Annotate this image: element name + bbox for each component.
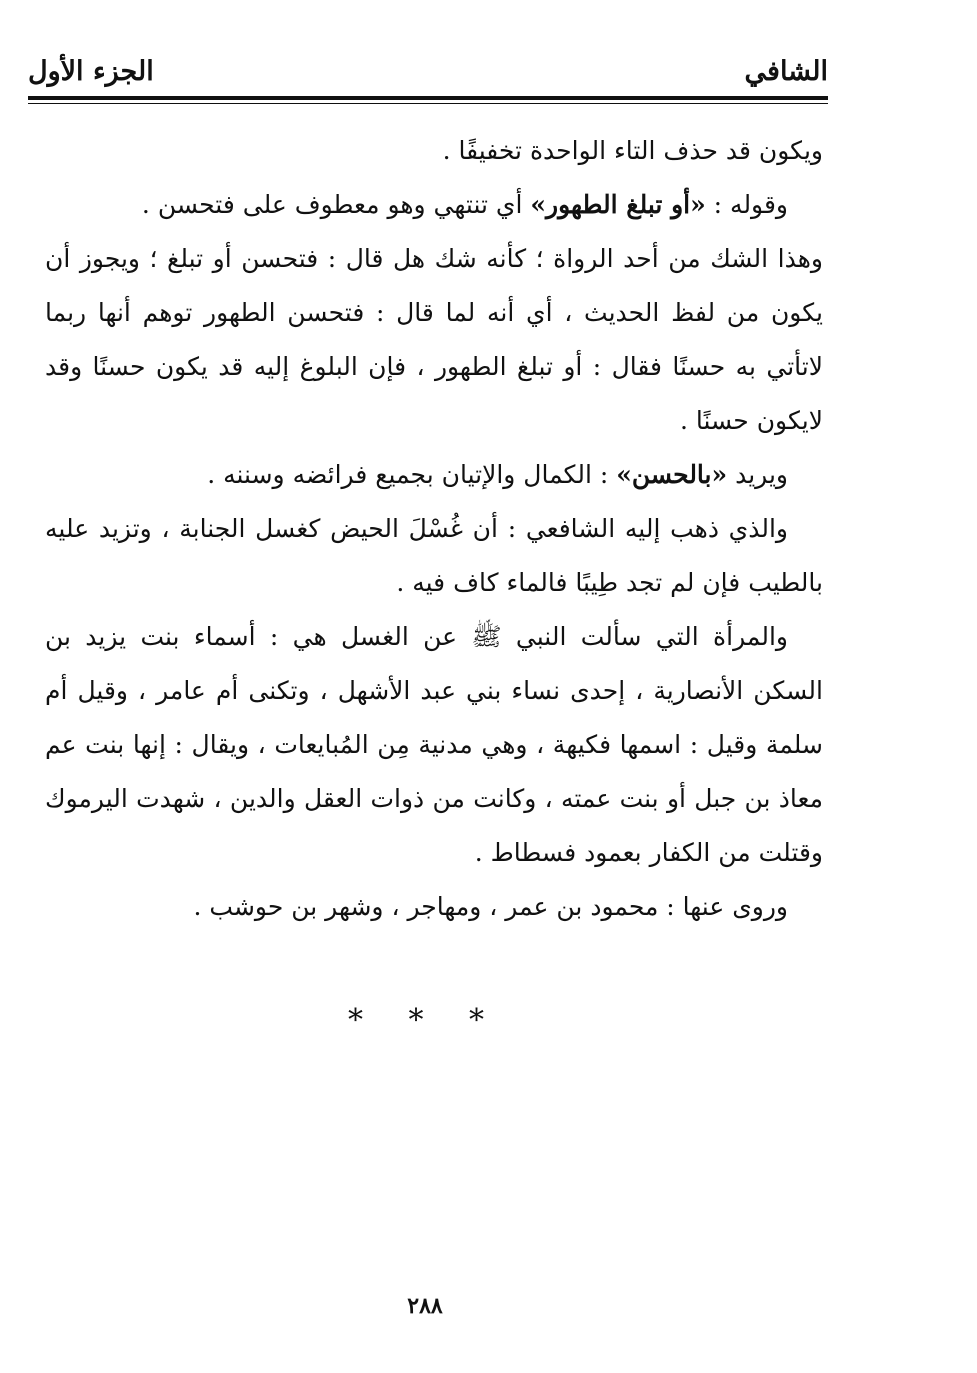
paragraph-4-rest: : الكمال والإتيان بجميع فرائضه وسننه . — [207, 460, 617, 489]
paragraph-1: ويكون قد حذف التاء الواحدة تخفيفًا . — [442, 136, 823, 165]
book-title: الشافي — [744, 56, 828, 87]
paragraph-3: وهذا الشك من أحد الرواة ؛ كأنه شك هل قال : فتحسن أو تبلغ ؛ ويجوز أن يكون من لفظ الحديث ، أي أنه لما قال : فتحسن الطهور توهم أنها ربما لاتأتي به حسنًا فقال : أو تبلغ الطهور ، فإن البلوغ إليه قد يكون حسنًا وقد لايكون حسنًا . — [45, 244, 823, 435]
page-number: ٢٨٨ — [407, 1293, 443, 1319]
header-rule-thick — [28, 96, 828, 100]
honorific-glyph: ﷺ — [471, 622, 502, 651]
header-rule-thin — [28, 103, 828, 104]
volume-label: الجزء الأول — [28, 56, 154, 87]
paragraph-6-prefix: والمرأة التي سألت النبي — [501, 622, 788, 651]
paragraph-7: وروى عنها : محمود بن عمر ، ومهاجر ، وشهر بن حوشب . — [193, 892, 788, 921]
quoted-phrase-bilhusn: «بالحسن» — [616, 460, 728, 489]
paragraph-4-prefix: ويريد — [727, 460, 788, 489]
section-separator: * * * — [347, 1003, 503, 1038]
paragraph-6 — [45, 610, 823, 880]
quoted-phrase-tablugh-altuhur: «أو تبلغ الطهور» — [530, 190, 706, 219]
running-header — [28, 48, 828, 98]
paragraph-2 — [45, 178, 823, 232]
main-text — [45, 124, 823, 934]
paragraph-4 — [45, 448, 823, 502]
paragraph-6-rest: عن الغسل هي : أسماء بنت يزيد بن السكن الأنصارية ، إحدى نساء بني عبد الأشهل ، وتكنى أم عامر ، وقيل أم سلمة وقيل : اسمها فكيهة ، وهي مدنية مِن المُبايعات ، ويقال : إنها بنت عم معاذ بن جبل أو بنت عمته ، وكانت من ذوات العقل والدين ، شهدت اليرموك وقتلت من الكفار بعمود فسطاط . — [45, 622, 823, 867]
paragraph-5: والذي ذهب إليه الشافعي : أن غُسْلَ الحيض كغسل الجنابة ، وتزيد عليه بالطيب فإن لم تجد طِيبًا فالماء كاف فيه . — [45, 514, 823, 597]
paragraph-2-prefix: وقوله : — [705, 190, 788, 219]
paragraph-2-rest: أي تنتهي وهو معطوف على فتحسن . — [141, 190, 531, 219]
